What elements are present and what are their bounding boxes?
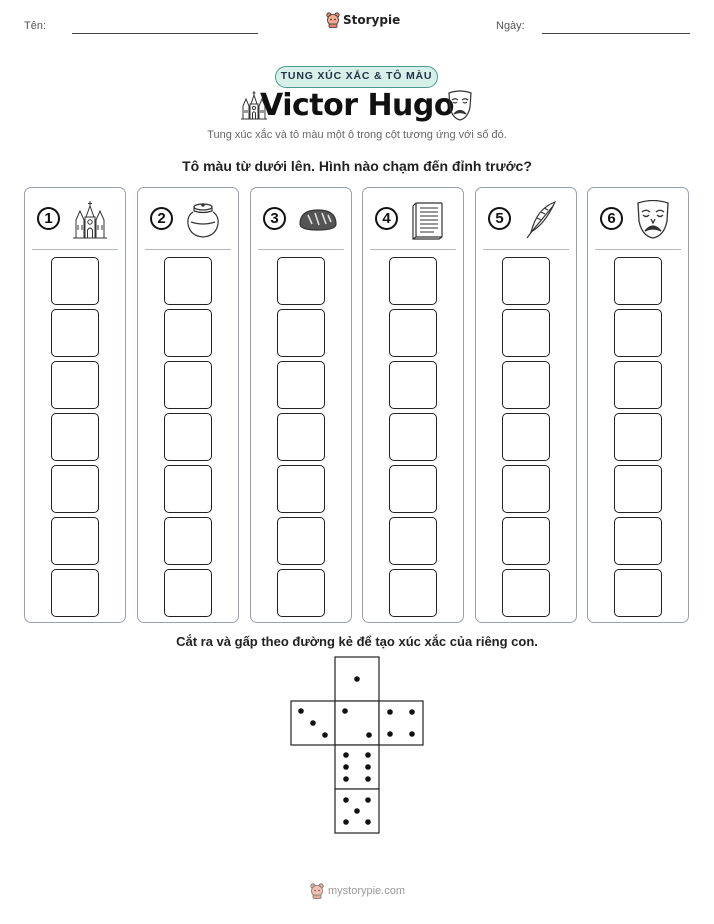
dice-column-5 — [475, 187, 577, 623]
pip — [409, 709, 415, 715]
bread-icon — [298, 200, 338, 245]
column-divider — [32, 249, 118, 250]
color-cell[interactable] — [164, 465, 212, 513]
color-cell[interactable] — [51, 361, 99, 409]
color-cell[interactable] — [51, 517, 99, 565]
dice-column-3 — [250, 187, 352, 623]
pip — [387, 731, 393, 737]
column-divider — [483, 249, 569, 250]
die-net — [290, 656, 426, 836]
pip — [342, 708, 348, 714]
pip — [343, 797, 349, 803]
die-face-6 — [335, 745, 379, 789]
color-cell[interactable] — [389, 361, 437, 409]
dice-column-6 — [587, 187, 689, 623]
color-cell[interactable] — [502, 257, 550, 305]
pip — [343, 776, 349, 782]
theater-mask-icon — [446, 90, 474, 127]
color-cell[interactable] — [614, 309, 662, 357]
color-cell[interactable] — [502, 361, 550, 409]
color-cell[interactable] — [614, 413, 662, 461]
color-cell[interactable] — [502, 517, 550, 565]
column-number: 5 — [488, 207, 511, 230]
pip — [365, 819, 371, 825]
dice-column-4 — [362, 187, 464, 623]
subtitle: Tung xúc xắc và tô màu một ô trong cột tương ứng với số đó. — [207, 129, 507, 141]
color-cell[interactable] — [277, 257, 325, 305]
color-cell[interactable] — [277, 517, 325, 565]
footer — [310, 883, 405, 899]
pip — [343, 752, 349, 758]
quill-icon — [523, 200, 559, 245]
pip — [366, 732, 372, 738]
color-cell[interactable] — [389, 257, 437, 305]
pip — [354, 808, 360, 814]
pip — [354, 676, 360, 682]
color-cell[interactable] — [614, 257, 662, 305]
column-number: 4 — [375, 207, 398, 230]
color-cell[interactable] — [164, 361, 212, 409]
color-cell[interactable] — [614, 569, 662, 617]
footer-url[interactable]: mystorypie.com — [328, 885, 406, 897]
color-cell[interactable] — [277, 465, 325, 513]
color-cell[interactable] — [502, 309, 550, 357]
pip — [387, 709, 393, 715]
color-cell[interactable] — [389, 569, 437, 617]
column-divider — [370, 249, 456, 250]
pip — [298, 708, 304, 714]
book-icon — [410, 200, 446, 245]
die-face-2 — [335, 701, 379, 745]
pip — [409, 731, 415, 737]
color-cell[interactable] — [51, 309, 99, 357]
color-cell[interactable] — [277, 569, 325, 617]
activity-badge: TUNG XÚC XẮC & TÔ MÀU — [275, 66, 438, 88]
color-cell[interactable] — [614, 465, 662, 513]
date-line — [542, 33, 690, 34]
pip — [365, 776, 371, 782]
date-label: Ngày: — [496, 20, 525, 32]
color-cell[interactable] — [51, 465, 99, 513]
color-cell[interactable] — [389, 517, 437, 565]
pip — [343, 819, 349, 825]
color-cell[interactable] — [51, 257, 99, 305]
column-divider — [595, 249, 681, 250]
column-number: 1 — [37, 207, 60, 230]
color-cell[interactable] — [164, 413, 212, 461]
name-line — [72, 33, 258, 34]
column-number: 2 — [150, 207, 173, 230]
column-divider — [145, 249, 231, 250]
color-cell[interactable] — [614, 517, 662, 565]
pip — [365, 764, 371, 770]
dice-column-1 — [24, 187, 126, 623]
page-title: Victor Hugo — [260, 88, 454, 123]
color-cell[interactable] — [164, 517, 212, 565]
pip — [343, 764, 349, 770]
color-cell[interactable] — [389, 465, 437, 513]
column-divider — [258, 249, 344, 250]
color-cell[interactable] — [164, 569, 212, 617]
storypie-mascot-icon — [310, 883, 324, 899]
die-instruction: Cắt ra và gấp theo đường kẻ để tạo xúc xắc của riêng con. — [176, 634, 538, 649]
color-cell[interactable] — [502, 465, 550, 513]
color-cell[interactable] — [51, 569, 99, 617]
color-cell[interactable] — [51, 413, 99, 461]
ink-pot-icon — [185, 200, 221, 245]
pip — [322, 732, 328, 738]
pip — [365, 752, 371, 758]
color-cell[interactable] — [277, 309, 325, 357]
color-cell[interactable] — [614, 361, 662, 409]
coloring-instruction: Tô màu từ dưới lên. Hình nào chạm đến đỉnh trước? — [182, 158, 532, 174]
color-cell[interactable] — [389, 309, 437, 357]
theater-mask-icon — [635, 200, 671, 245]
color-cell[interactable] — [277, 361, 325, 409]
color-cell[interactable] — [502, 413, 550, 461]
column-number: 3 — [263, 207, 286, 230]
pip — [310, 720, 316, 726]
column-number: 6 — [600, 207, 623, 230]
name-label: Tên: — [24, 20, 47, 32]
pip — [365, 797, 371, 803]
color-cell[interactable] — [277, 413, 325, 461]
color-cell[interactable] — [164, 257, 212, 305]
brand-name: Storypie — [343, 13, 401, 27]
cathedral-icon — [72, 200, 108, 245]
die-face-4 — [379, 701, 423, 745]
color-cell[interactable] — [164, 309, 212, 357]
dice-column-2 — [137, 187, 239, 623]
brand-logo — [326, 12, 400, 28]
color-cell[interactable] — [389, 413, 437, 461]
color-cell[interactable] — [502, 569, 550, 617]
storypie-mascot-icon — [326, 12, 340, 28]
